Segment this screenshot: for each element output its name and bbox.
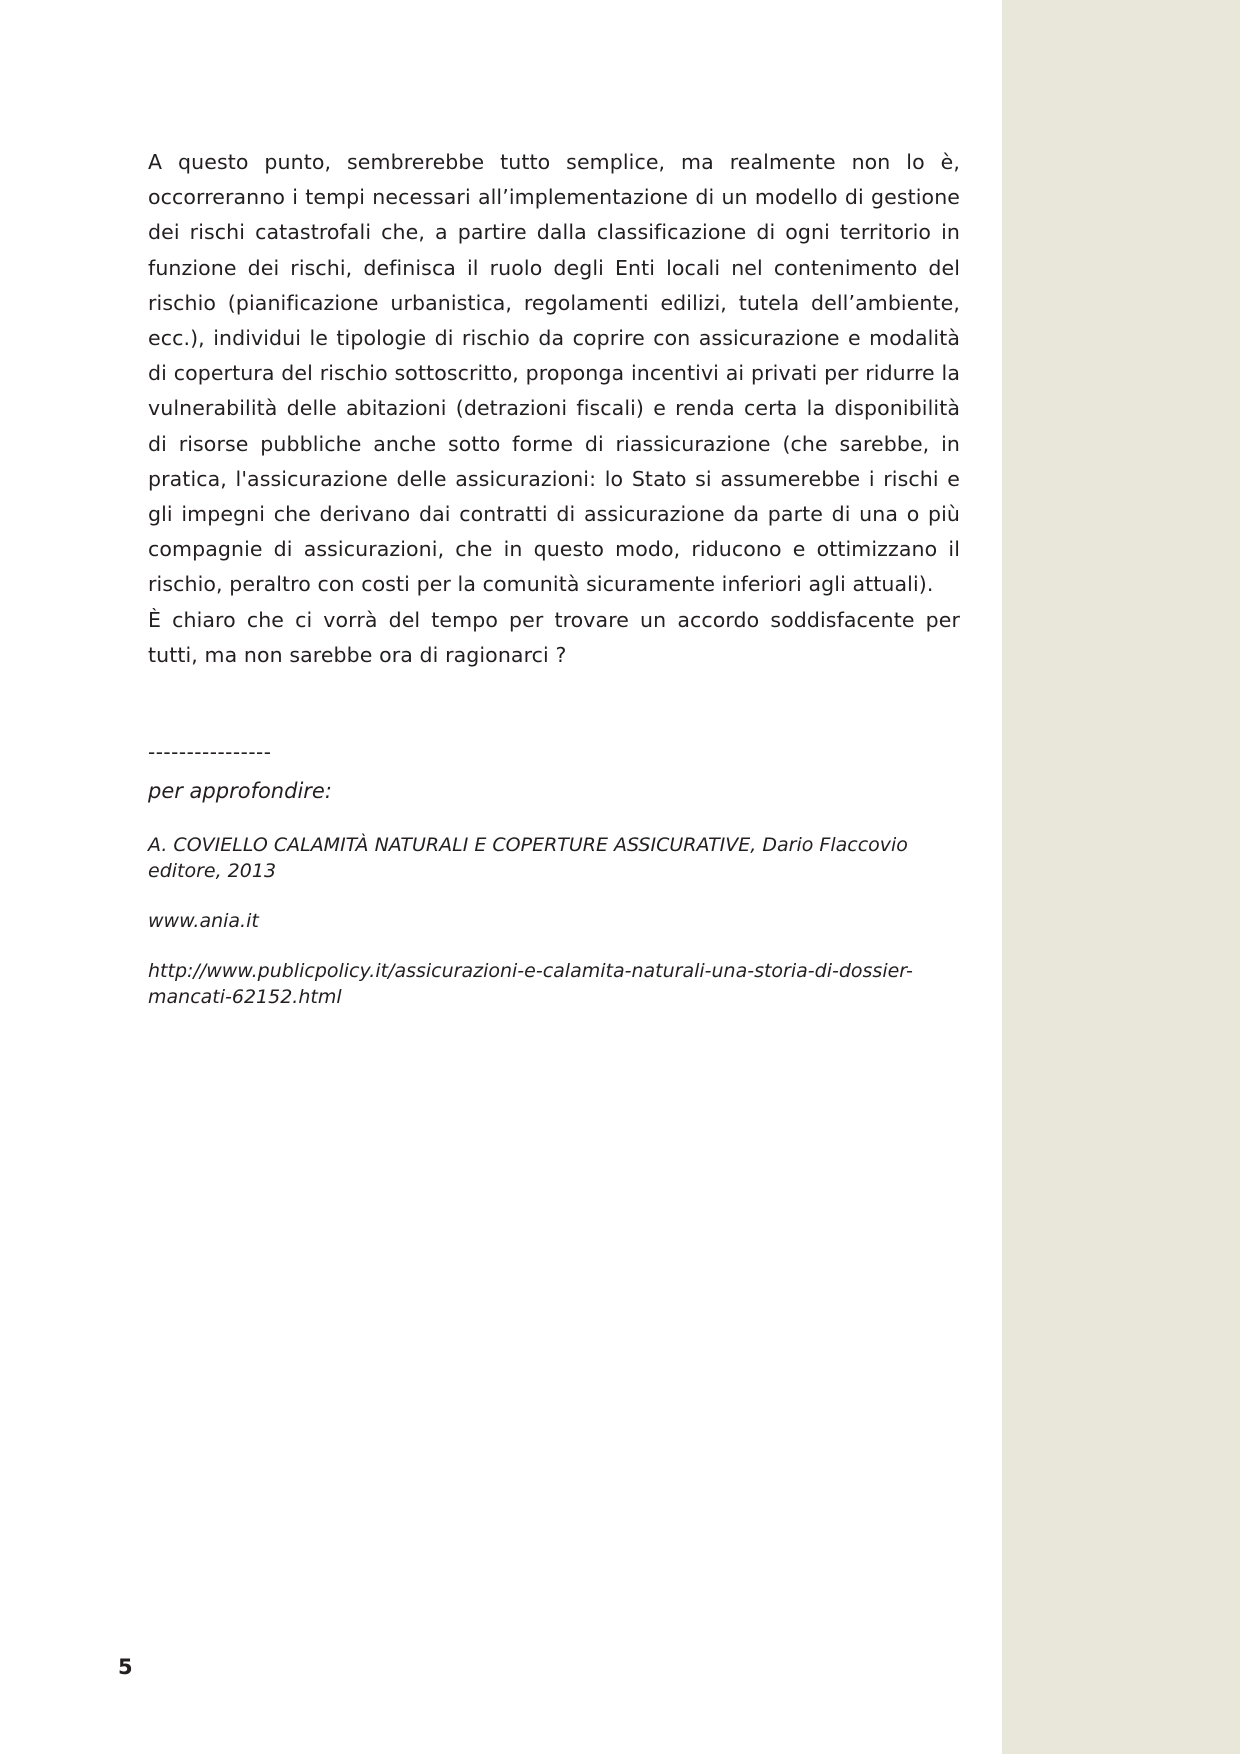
body-text [148, 145, 960, 673]
references-heading: per approfondire: [148, 779, 332, 804]
body-paragraph: È chiaro che ci vorrà del tempo per trovare un accordo soddisfacente per tutti, ma non sarebbe ora di ragionarci ? [148, 607, 960, 667]
reference-link-ania[interactable]: www.ania.it [148, 910, 259, 933]
reference-book: A. COVIELLO CALAMITÀ NATURALI E COPERTURE ASSICURATIVE, Dario Flaccovio editore, 2013 [148, 834, 908, 883]
section-separator: ---------------- [148, 740, 272, 765]
body-paragraph: A questo punto, sembrerebbe tutto semplice, ma realmente non lo è, occorreranno i tempi necessari all’implementazione di un modello di gestione dei rischi catastrofali che, a partire dalla classificazione di ogni territorio in funzione dei rischi, definisca il ruolo degli Enti locali nel contenimento del rischio (pianificazione urbanistica, regolamenti edilizi, tutela dell’ambiente, ecc.), individui le tipologie di rischio da coprire con assicurazione e modalità di copertura del rischio sottoscritto, proponga incentivi ai privati per ridurre la vulnerabilità delle abitazioni (detrazioni fiscali) e renda certa la disponibilità di risorse pubbliche anche sotto forme di riassicurazione (che sarebbe, in pratica, l'assicurazione delle assicurazioni: lo Stato si assumerebbe i rischi e gli impegni che derivano dai contratti di assicurazione da parte di una o più compagnie di assicurazioni, che in questo modo, riducono e ottimizzano il rischio, peraltro con costi per la comunità sicuramente inferiori agli attuali). [148, 150, 960, 597]
side-margin-band [1002, 0, 1240, 1754]
reference-link-publicpolicy[interactable]: http://www.publicpolicy.it/assicurazioni-e-calamita-naturali-una-storia-di-dossier-mancati-62152.html [148, 960, 913, 1009]
page-number: 5 [118, 1655, 133, 1679]
page-content [148, 145, 960, 1010]
